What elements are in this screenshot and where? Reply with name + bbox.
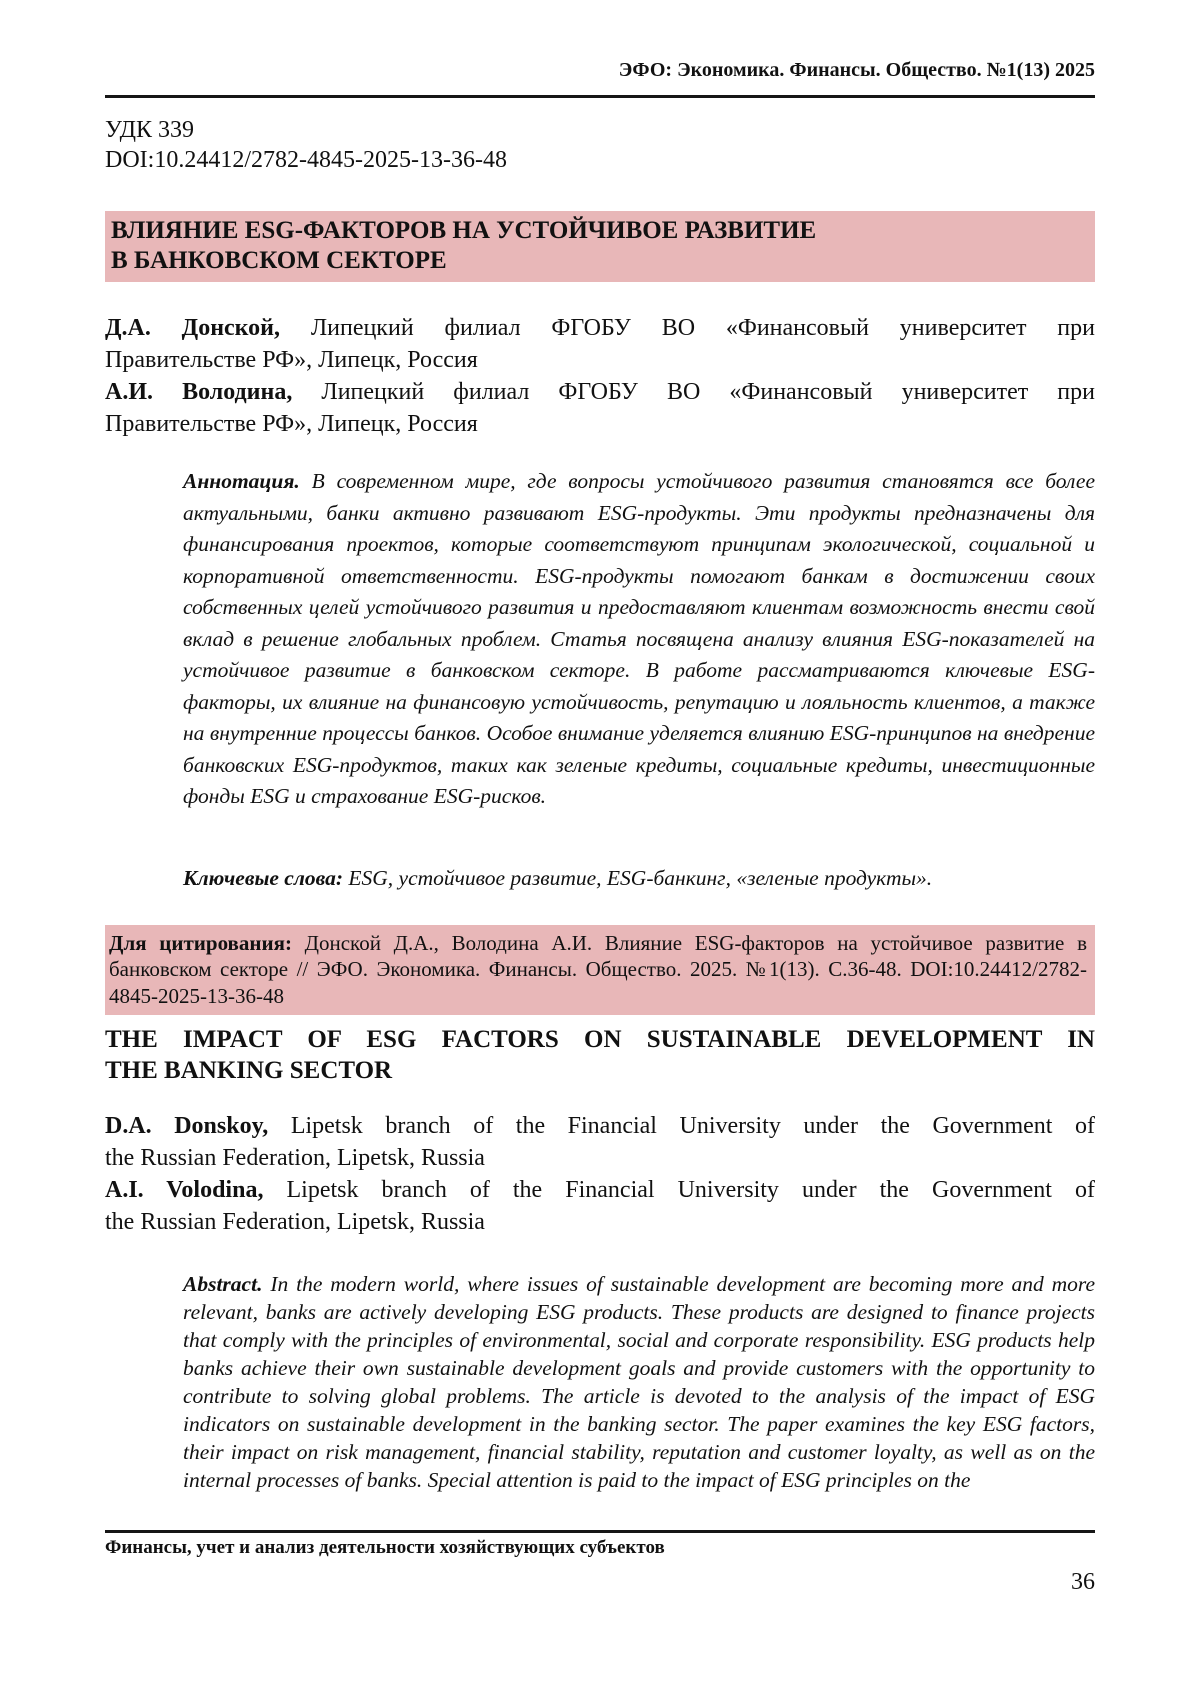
udk-doi-block: [105, 115, 1095, 175]
footer-section-title: Финансы, учет и анализ деятельности хозяйствующих субъектов: [105, 1537, 665, 1558]
author-en-2-line1: [105, 1174, 1095, 1206]
keywords-text: ESG, устойчивое развитие, ESG-банкинг, «зеленые продукты».: [343, 865, 933, 890]
citation-box: [105, 925, 1095, 1016]
author-ru-1-line1: [105, 312, 1095, 344]
header-rule: [105, 95, 1095, 98]
abstract-ru-text: В современном мире, где вопросы устойчивого развития становятся все более актуальными, банки активно развивают ESG-продукты. Эти продукты предназначены для финансирования проектов, которые соответствуют принципам экологической, социальной и корпоративной ответственности. ESG-продукты помогают банкам в достижении своих собственных целей устойчивого развития и предоставляют клиентам возможность внести свой вклад в решение глобальных проблем. Статья посвящена анализу влияния ESG-показателей на устойчивое развитие в банковском секторе. В работе рассматриваются ключевые ESG-факторы, их влияние на финансовую устойчивость, репутацию и лояльность клиентов, а также на внутренние процессы банков. Особое внимание уделяется влиянию ESG-принципов на внедрение банковских ESG-продуктов, таких как зеленые кредиты, социальные кредиты, инвестиционные фонды ESG и страхование ESG-рисков.: [183, 469, 1095, 808]
keywords-ru: [183, 863, 1095, 893]
journal-header: ЭФО: Экономика. Финансы. Общество. №1(13) 2025: [618, 59, 1095, 81]
authors-ru: [105, 312, 1095, 440]
author-en-2-name: A.I. Volodina,: [105, 1177, 264, 1203]
abstract-en-label: Abstract.: [183, 1272, 263, 1296]
article-title-ru-line2: В БАНКОВСКОМ СЕКТОРЕ: [111, 247, 447, 274]
citation-text: Донской Д.А., Володина А.И. Влияние ESG-факторов на устойчивое развитие в банковском секторе // ЭФО. Экономика. Финансы. Общество. 2025. №1(13). С.36-48. DOI:10.24412/2782-4845-2025-13-36-48: [109, 930, 1087, 1008]
abstract-en: [183, 1270, 1095, 1494]
citation-label: Для цитирования:: [109, 930, 292, 955]
doi-line: DOI:10.24412/2782-4845-2025-13-36-48: [105, 147, 507, 173]
article-title-en: [105, 1024, 1095, 1086]
author-ru-2-line2: Правительстве РФ», Липецк, Россия: [105, 411, 478, 437]
abstract-ru: [183, 466, 1095, 813]
author-en-1-name: D.A. Donskoy,: [105, 1113, 269, 1139]
author-en-1-affiliation: Lipetsk branch of the Financial University under the Government of: [268, 1113, 1095, 1139]
author-ru-2-name: А.И. Володина,: [105, 379, 293, 405]
page-number: 36: [1071, 1569, 1095, 1595]
abstract-en-text: In the modern world, where issues of sustainable development are becoming more and more relevant, banks are actively developing ESG products. These products are designed to finance projects that comply with the principles of environmental, social and corporate responsibility. ESG products help banks achieve their own sustainable development goals and provide customers with the opportunity to contribute to solving global problems. The article is devoted to the analysis of the impact of ESG indicators on sustainable development in the banking sector. The paper examines the key ESG factors, their impact on risk management, financial stability, reputation and customer loyalty, as well as on the internal processes of banks. Special attention is paid to the impact of ESG principles on the: [183, 1272, 1095, 1492]
author-ru-1-affiliation: Липецкий филиал ФГОБУ ВО «Финансовый университет при: [280, 315, 1095, 341]
author-en-1-line1: [105, 1110, 1095, 1142]
author-en-1-line2: the Russian Federation, Lipetsk, Russia: [105, 1145, 485, 1171]
author-en-2-line2: the Russian Federation, Lipetsk, Russia: [105, 1209, 485, 1235]
footer-rule: [105, 1530, 1095, 1533]
author-ru-2-affiliation: Липецкий филиал ФГОБУ ВО «Финансовый университет при: [292, 379, 1095, 405]
article-title-ru-line1: ВЛИЯНИЕ ESG-ФАКТОРОВ НА УСТОЙЧИВОЕ РАЗВИТИЕ: [111, 217, 817, 244]
article-title-en-line2: THE BANKING SECTOR: [105, 1057, 393, 1084]
keywords-label: Ключевые слова:: [183, 865, 343, 890]
udk-code: УДК 339: [105, 117, 194, 143]
author-en-2-affiliation: Lipetsk branch of the Financial University under the Government of: [263, 1177, 1095, 1203]
author-ru-2-line1: [105, 376, 1095, 408]
author-ru-1-line2: Правительстве РФ», Липецк, Россия: [105, 347, 478, 373]
article-title-ru: [105, 211, 1095, 282]
author-ru-1-name: Д.А. Донской,: [105, 315, 281, 341]
authors-en: [105, 1110, 1095, 1238]
article-title-en-line1: THE IMPACT OF ESG FACTORS ON SUSTAINABLE DEVELOPMENT IN: [105, 1026, 1095, 1053]
abstract-ru-label: Аннотация.: [183, 469, 300, 493]
